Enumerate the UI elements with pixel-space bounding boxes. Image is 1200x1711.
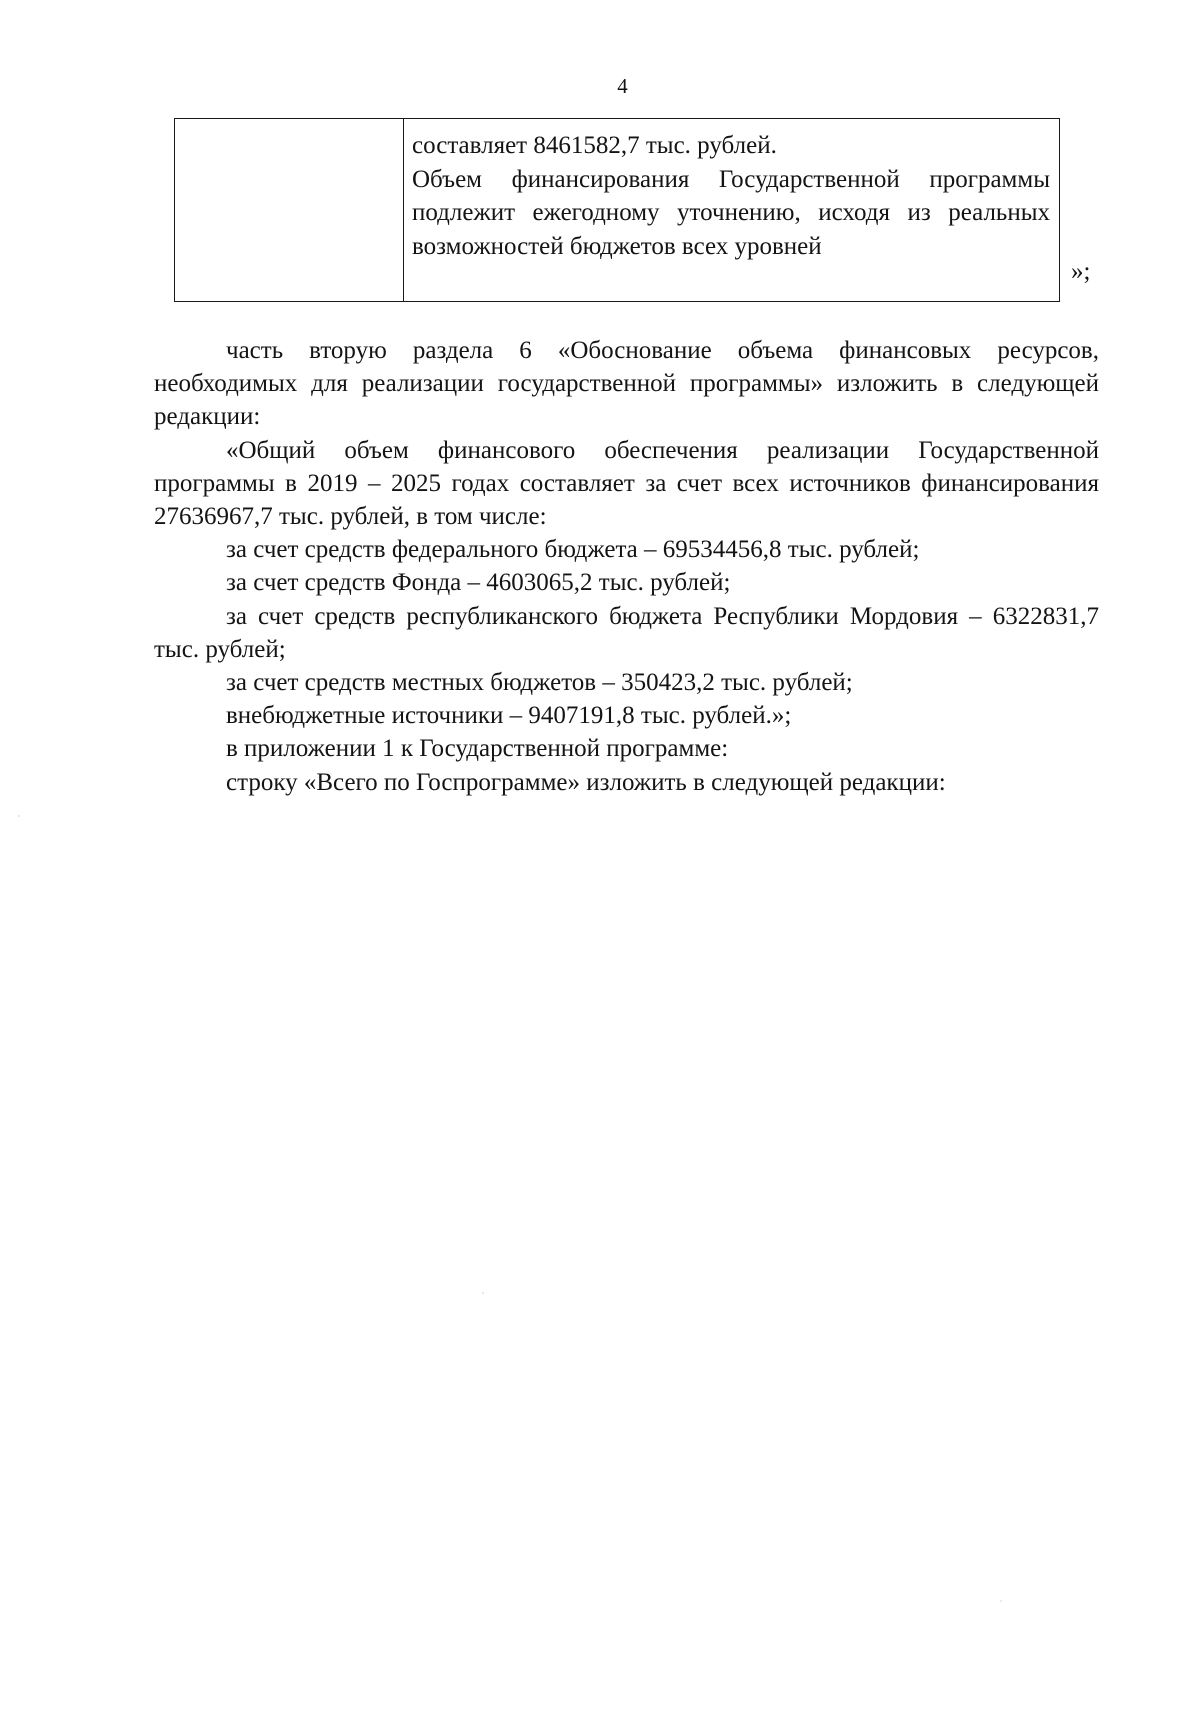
- paragraph: часть вторую раздела 6 «Обоснование объема финансовых ресурсов, необходимых для реализации государственной программы» изложить в следующей редакции:: [154, 337, 1099, 431]
- paragraph: строку «Всего по Госпрограмме» изложить в следующей редакции:: [226, 768, 946, 796]
- closing-quote-mark: »;: [1071, 258, 1091, 285]
- page-number: 4: [617, 74, 628, 98]
- paragraph: за счет средств Фонда – 4603065,2 тыс. рублей;: [226, 569, 731, 597]
- paragraph: за счет средств местных бюджетов – 350423,2 тыс. рублей;: [226, 669, 853, 697]
- cell-text-line: составляет 8461582,7 тыс. рублей.: [412, 132, 777, 159]
- paragraph: внебюджетные источники – 9407191,8 тыс. рублей.»;: [226, 702, 792, 730]
- paragraph: «Общий объем финансового обеспечения реализации Государственной программы в 2019 – 2025 годах составляет за счет всех источников финансирования 27636967,7 тыс. рублей, в том числе:: [154, 436, 1099, 531]
- paragraph: за счет средств федерального бюджета – 69534456,8 тыс. рублей;: [226, 536, 920, 564]
- cell-text-paragraph: Объем финансирования Государственной программы подлежит ежегодному уточнению, исходя из реальных возможностей бюджетов всех уровней: [412, 165, 1050, 260]
- paragraph: за счет средств республиканского бюджета Республики Мордовия – 6322831,7 тыс. рублей;: [154, 602, 1099, 663]
- paragraph: в приложении 1 к Государственной программе:: [226, 735, 729, 763]
